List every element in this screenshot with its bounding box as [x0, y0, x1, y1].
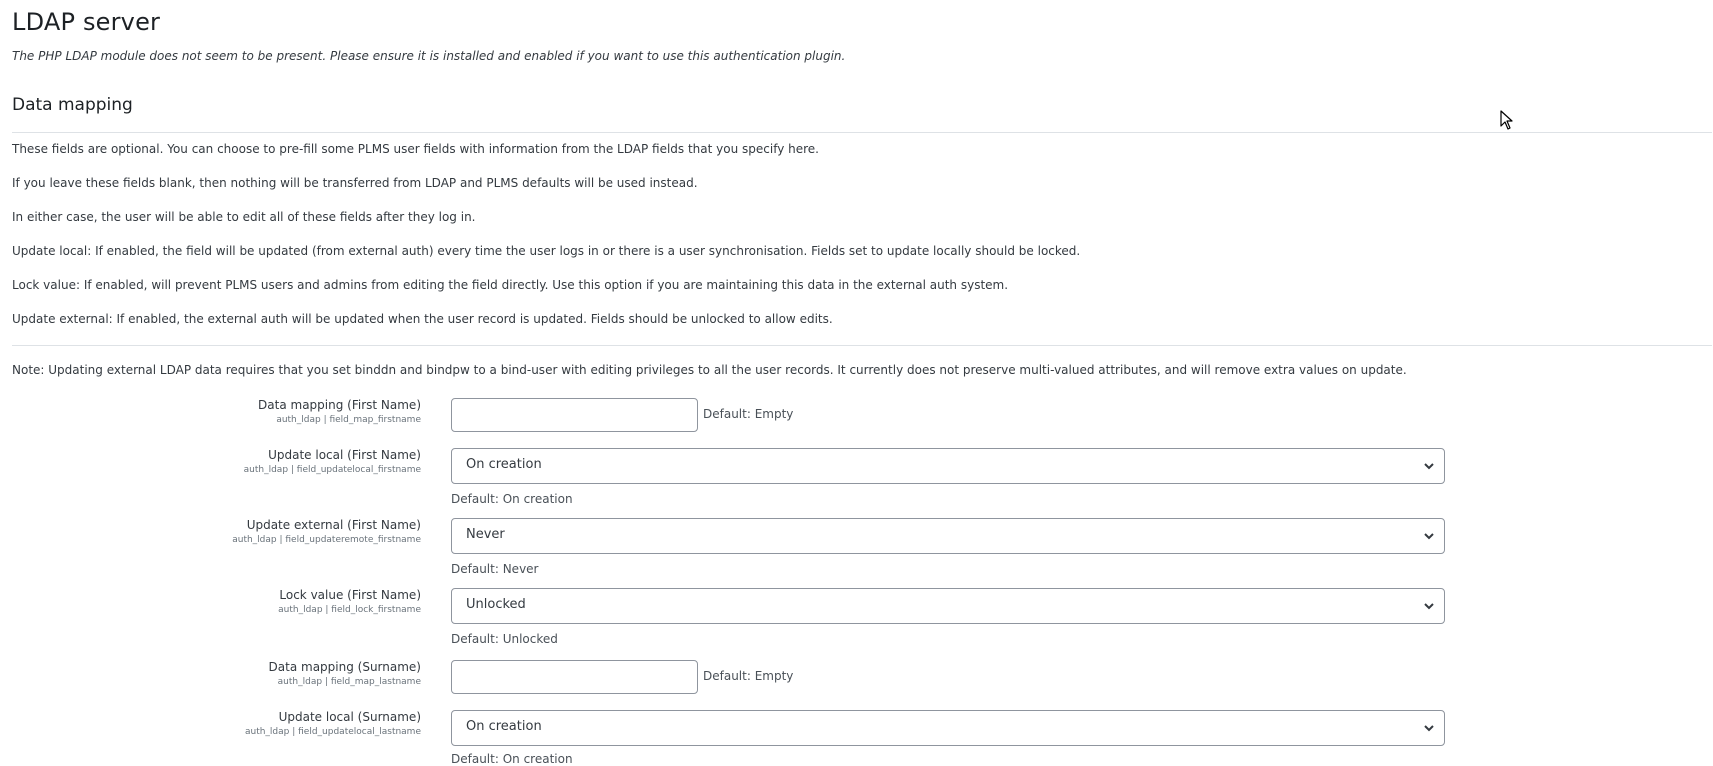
select-value: On creation — [466, 719, 542, 734]
select-value: Never — [466, 527, 505, 542]
select-value: On creation — [466, 457, 542, 472]
mouse-pointer-icon — [1500, 110, 1514, 131]
lock-firstname-select[interactable] — [451, 588, 1445, 624]
default-hint: Default: Empty — [703, 669, 794, 683]
chevron-down-icon — [1422, 599, 1436, 613]
updatelocal-firstname-select[interactable] — [451, 448, 1445, 484]
default-hint: Default: On creation — [451, 752, 573, 766]
default-hint: Default: On creation — [451, 492, 573, 506]
info-paragraph: If you leave these fields blank, then nothing will be transferred from LDAP and PLMS defaults will be used instead. — [12, 176, 698, 190]
chevron-down-icon — [1422, 721, 1436, 735]
default-hint: Default: Empty — [703, 407, 794, 421]
setting-key: auth_ldap | field_map_firstname — [276, 415, 421, 425]
setting-label: Data mapping (First Name) — [258, 398, 421, 412]
info-paragraph: Update external: If enabled, the external auth will be updated when the user record is updated. Fields should be unlocked to allow edits. — [12, 312, 833, 326]
info-paragraph: Lock value: If enabled, will prevent PLMS users and admins from editing the field directly. Use this option if you are maintaining this data in the external auth system. — [12, 278, 1009, 292]
info-paragraph: Update local: If enabled, the field will be updated (from external auth) every time the user logs in or there is a user synchronisation. Fields set to update locally should be locked. — [12, 244, 1081, 258]
setting-key: auth_ldap | field_updatelocal_firstname — [243, 465, 421, 475]
map-lastname-input[interactable] — [451, 660, 698, 694]
default-hint: Default: Never — [451, 562, 539, 576]
setting-label: Update local (Surname) — [278, 710, 421, 724]
info-paragraph: In either case, the user will be able to edit all of these fields after they log in. — [12, 210, 476, 224]
setting-label: Update external (First Name) — [246, 518, 421, 532]
section-title: Data mapping — [12, 95, 133, 115]
note-paragraph: Note: Updating external LDAP data requires that you set binddn and bindpw to a bind-user with editing privileges to all the user records. It currently does not preserve multi-valued attributes, and will remove extra values on update. — [12, 363, 1407, 377]
setting-label: Update local (First Name) — [268, 448, 421, 462]
setting-key: auth_ldap | field_lock_firstname — [278, 605, 421, 615]
updatelocal-lastname-select[interactable] — [451, 710, 1445, 746]
updateremote-firstname-select[interactable] — [451, 518, 1445, 554]
setting-label: Lock value (First Name) — [279, 588, 421, 602]
default-hint: Default: Unlocked — [451, 632, 558, 646]
setting-key: auth_ldap | field_updateremote_firstname — [232, 535, 421, 545]
map-firstname-input[interactable] — [451, 398, 698, 432]
chevron-down-icon — [1422, 529, 1436, 543]
note-divider — [12, 345, 1712, 346]
select-value: Unlocked — [466, 597, 526, 612]
ldap-module-warning: The PHP LDAP module does not seem to be present. Please ensure it is installed and enabled if you want to use this authentication plugin. — [12, 49, 846, 63]
section-divider — [12, 132, 1712, 133]
setting-key: auth_ldap | field_map_lastname — [277, 677, 421, 687]
info-paragraph: These fields are optional. You can choose to pre-fill some PLMS user fields with information from the LDAP fields that you specify here. — [12, 142, 819, 156]
page-title: LDAP server — [12, 8, 161, 36]
setting-label: Data mapping (Surname) — [268, 660, 421, 674]
setting-key: auth_ldap | field_updatelocal_lastname — [244, 727, 421, 737]
chevron-down-icon — [1422, 459, 1436, 473]
